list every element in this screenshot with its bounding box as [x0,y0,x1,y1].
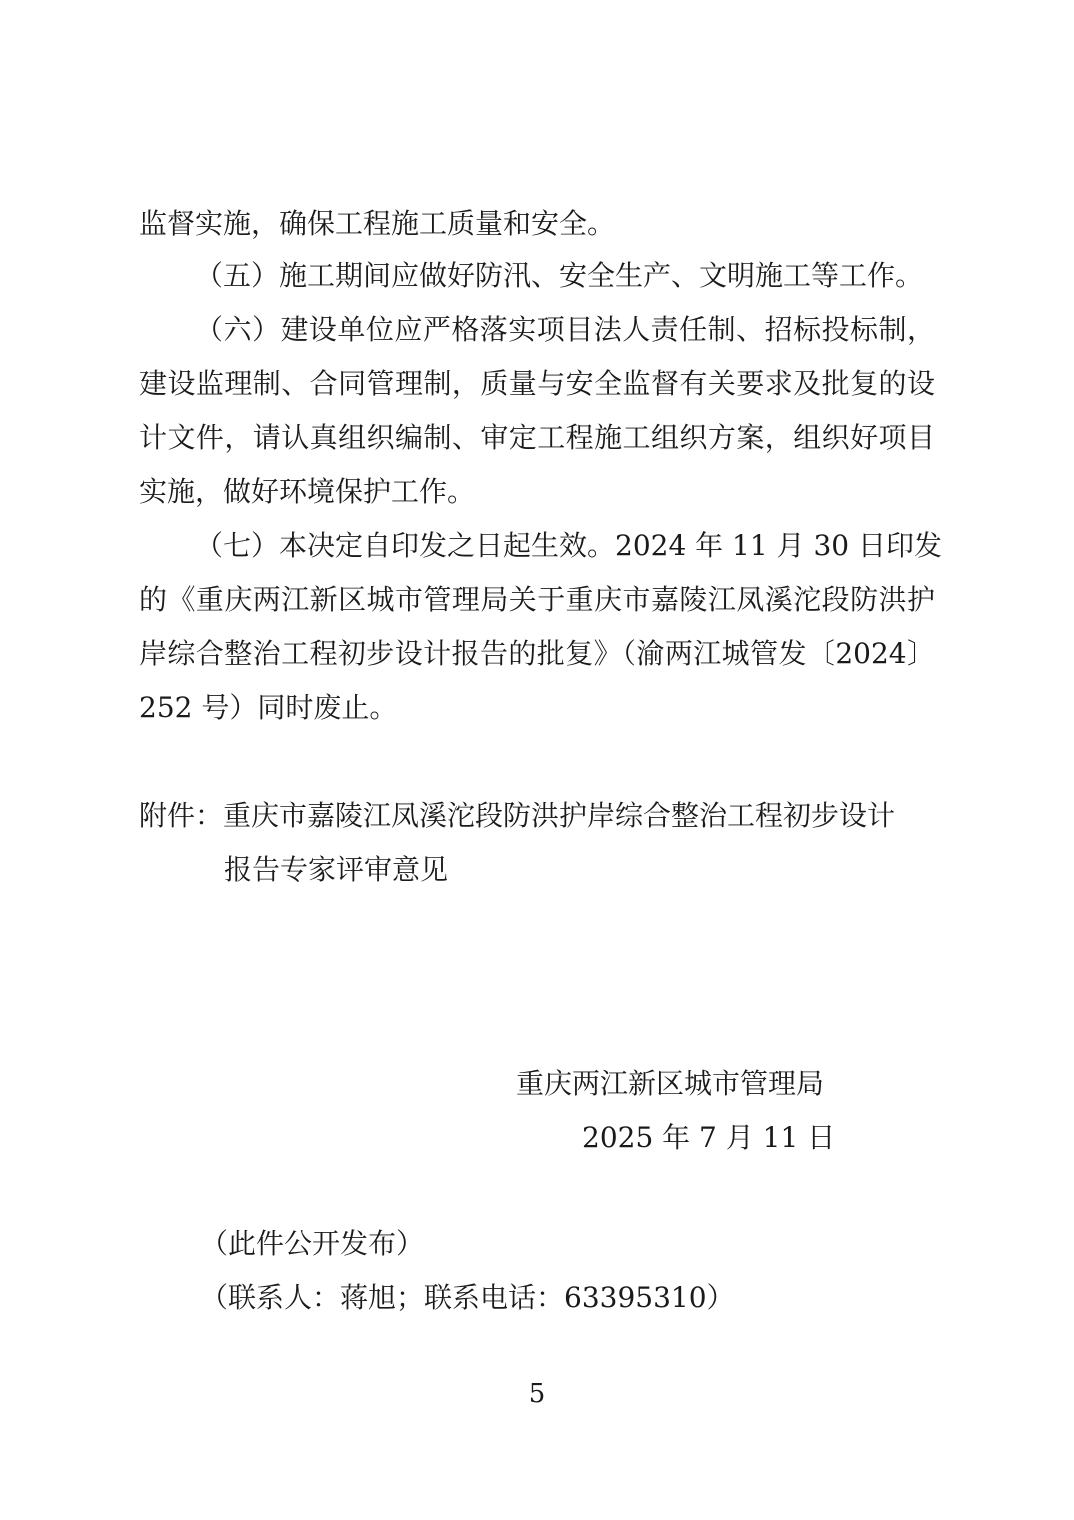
signature-org: 重庆两江新区城市管理局 [516,1067,825,1100]
body-line-5: 计文件，请认真组织编制、审定工程施工组织方案，组织好项目 [139,421,935,454]
body-line-4: 建设监理制、合同管理制，质量与安全监督有关要求及批复的设 [139,367,935,400]
publish-note: （此件公开发布） [200,1227,425,1260]
body-line-7: （七）本决定自印发之日起生效。2024 年 11 月 30 日印发 [195,529,943,562]
signature-date: 2025 年 7 月 11 日 [582,1121,836,1154]
body-line-1: 监督实施，确保工程施工质量和安全。 [139,207,616,240]
body-line-3: （六）建设单位应严格落实项目法人责任制、招标投标制， [195,313,935,346]
attachment-line-2: 报告专家评审意见 [224,853,449,886]
body-line-8: 的《重庆两江新区城市管理局关于重庆市嘉陵江凤溪沱段防洪护 [139,583,935,616]
contact-note: （联系人：蒋旭；联系电话：63395310） [200,1281,735,1314]
body-line-9: 岸综合整治工程初步设计报告的批复》（渝两江城管发〔2024〕 [139,637,935,670]
body-line-10: 252 号）同时废止。 [139,691,398,724]
page-number: 5 [528,1379,546,1409]
body-line-6: 实施，做好环境保护工作。 [139,475,476,508]
attachment-line-1: 附件：重庆市嘉陵江凤溪沱段防洪护岸综合整治工程初步设计 [139,799,896,832]
body-line-2: （五）施工期间应做好防汛、安全生产、文明施工等工作。 [195,259,924,292]
